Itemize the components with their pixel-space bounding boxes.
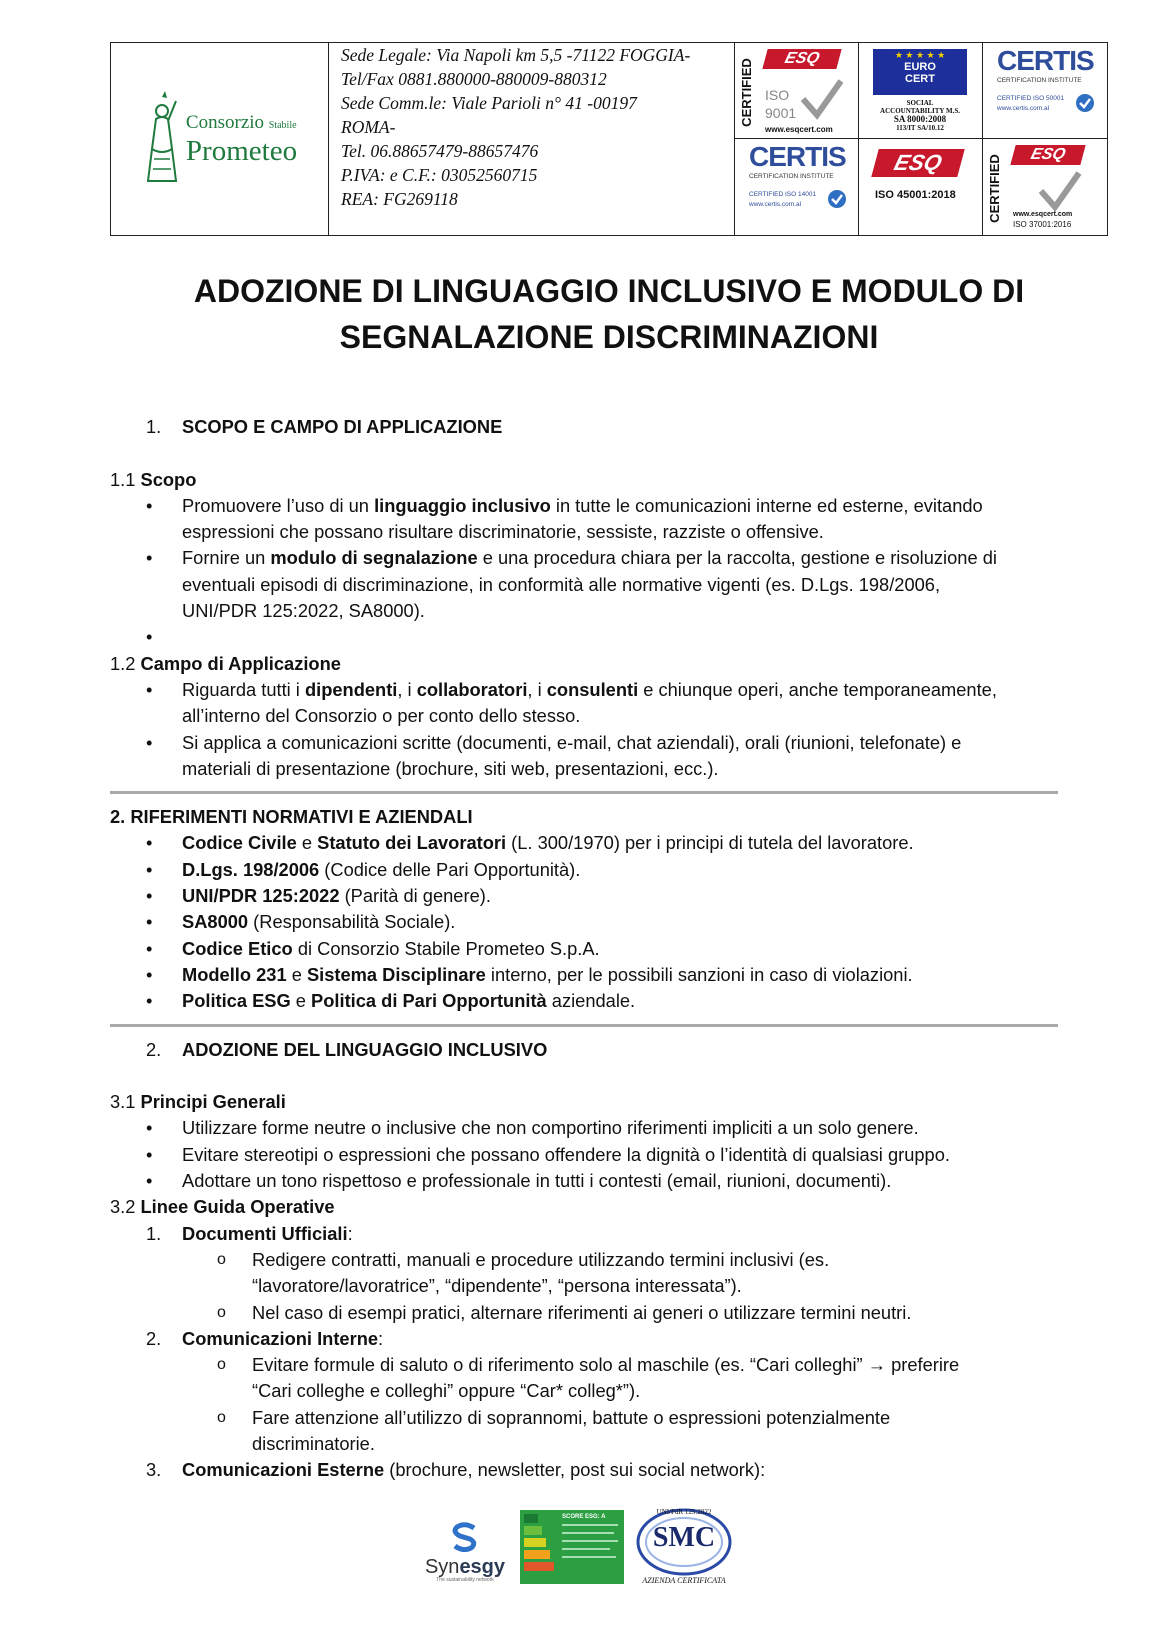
document-title bbox=[110, 268, 1108, 360]
certis-iso: CERTIFIED ISO 14001 bbox=[749, 191, 817, 198]
certified-label: CERTIFIED bbox=[986, 153, 1002, 223]
eurocert-caption: SA 8000:2008 bbox=[893, 114, 947, 124]
esq-url: www.esqcert.com bbox=[765, 125, 833, 134]
certis-iso: CERTIFIED ISO 50001 bbox=[997, 95, 1065, 102]
certification-logos bbox=[735, 43, 1107, 235]
synesgy-tagline: The sustainability network bbox=[436, 1577, 494, 1583]
numbered-item: 1. Documenti Ufficiali: bbox=[146, 1222, 353, 1244]
company-logo bbox=[111, 43, 329, 235]
subsection-heading: 3.1 Principi Generali bbox=[110, 1091, 286, 1113]
horizontal-rule bbox=[110, 791, 1058, 794]
esg-rating-bars bbox=[524, 1514, 556, 1580]
check-circle-icon bbox=[827, 189, 847, 209]
synesgy-logo bbox=[420, 1522, 510, 1582]
address-line: Sede Legale: Via Napoli km 5,5 -71122 FOGGIA- bbox=[341, 45, 691, 65]
esq-iso-45001-logo bbox=[859, 139, 983, 235]
horizontal-rule bbox=[110, 1024, 1058, 1027]
company-address bbox=[329, 43, 735, 235]
logo-word-consorzio: Consorzio bbox=[185, 111, 265, 133]
synesgy-s-icon bbox=[452, 1522, 478, 1552]
list-item: • Fornire un modulo di segnalazione e una procedura chiara per la raccolta, gestione e risoluzione di bbox=[110, 545, 1060, 571]
numbered-item: 2. Comunicazioni Interne: bbox=[146, 1327, 384, 1349]
logo-word-stabile: Stabile bbox=[268, 119, 297, 131]
subsection-heading: 1.2 Campo di Applicazione bbox=[110, 652, 341, 674]
esg-score-badge bbox=[520, 1510, 624, 1584]
list-item: • Codice Civile e Statuto dei Lavoratori (L. 300/1970) per i principi di tutela del lavoratore. bbox=[110, 830, 1060, 856]
esq-iso-37001-logo bbox=[983, 139, 1107, 235]
eurocert-caption: SOCIAL bbox=[906, 99, 934, 107]
address-line: ROMA- bbox=[341, 117, 396, 137]
address-line: REA: FG269118 bbox=[341, 189, 458, 209]
list-item: • Promuovere l’uso di un linguaggio inclusivo in tutte le comunicazioni interne ed esterne, evitando bbox=[110, 493, 1060, 519]
eurocert-caption: 113/IT SA/10.12 bbox=[896, 124, 944, 132]
iso-label: ISO bbox=[765, 87, 790, 103]
smc-certified-logo bbox=[634, 1502, 734, 1594]
list-item-continued: UNI/PDR 125:2022, SA8000). bbox=[182, 600, 425, 622]
address-line: Sede Comm.le: Viale Parioli n° 41 -00197 bbox=[341, 93, 637, 113]
list-item: • Riguarda tutti i dipendenti, i collaboratori, i consulenti e chiunque operi, anche temporaneamente, bbox=[110, 677, 1060, 703]
sub-list-item: o Fare attenzione all’utilizzo di soprannomi, battute o espressioni potenzialmente bbox=[110, 1405, 1060, 1431]
empty-list-item bbox=[110, 624, 1060, 650]
address-line: Tel/Fax 0881.880000-880009-880312 bbox=[341, 69, 607, 89]
esq-brand: ESQ bbox=[762, 49, 841, 69]
title-line: ADOZIONE DI LINGUAGGIO INCLUSIVO E MODULO DI bbox=[193, 273, 1025, 309]
eurocert-top: EURO bbox=[904, 61, 936, 73]
logo-word-prometeo: Prometeo bbox=[185, 134, 298, 167]
list-item: • UNI/PDR 125:2022 (Parità di genere). bbox=[110, 883, 1060, 909]
list-item-continued: eventuali episodi di discriminazione, in conformità alle normative vigenti (es. D.Lgs. 198/2006, bbox=[182, 573, 941, 595]
address-line: P.IVA: e C.F.: 03052560715 bbox=[341, 165, 538, 185]
list-item: • Adottare un tono rispettoso e professionale in tutti i contesti (email, riunioni, documenti). bbox=[110, 1168, 1060, 1194]
certis-sub: CERTIFICATION INSTITUTE bbox=[997, 77, 1082, 84]
checkmark-icon bbox=[799, 77, 845, 121]
sub-list-item: o Redigere contratti, manuali e procedure utilizzando termini inclusivi (es. bbox=[110, 1247, 1060, 1273]
sub-list-item: o Evitare formule di saluto o di riferimento solo al maschile (es. “Cari colleghi” → preferire bbox=[110, 1352, 1060, 1378]
certis-iso-50001-logo bbox=[983, 43, 1107, 139]
list-item: • Utilizzare forme neutre o inclusive che non comportino riferimenti impliciti a un solo genere. bbox=[110, 1115, 1060, 1141]
esg-score-title: SCORE ESG: A bbox=[562, 1514, 606, 1520]
eurocert-caption: ACCOUNTABILITY M.S. bbox=[880, 107, 960, 115]
section-heading: 2. ADOZIONE DEL LINGUAGGIO INCLUSIVO bbox=[146, 1038, 548, 1060]
checkmark-icon bbox=[1037, 169, 1083, 213]
iso-label: ISO 37001:2016 bbox=[1013, 220, 1072, 229]
list-item: • Modello 231 e Sistema Disciplinare interno, per le possibili sanzioni in caso di violazioni. bbox=[110, 962, 1060, 988]
check-circle-icon bbox=[1075, 93, 1095, 113]
certis-brand: CERTIS bbox=[997, 45, 1094, 76]
letterhead bbox=[110, 42, 1108, 236]
certis-brand: CERTIS bbox=[749, 141, 846, 172]
eurocert-sa8000-logo bbox=[859, 43, 983, 139]
list-item: • Codice Etico di Consorzio Stabile Prometeo S.p.A. bbox=[110, 936, 1060, 962]
certis-url: www.certis.com.al bbox=[997, 105, 1050, 112]
synesgy-name-a: Syn bbox=[424, 1556, 460, 1578]
certis-sub: CERTIFICATION INSTITUTE bbox=[749, 173, 834, 180]
numbered-item: 3. Comunicazioni Esterne (brochure, newsletter, post sui social network): bbox=[146, 1459, 766, 1481]
certis-url: www.certis.com.al bbox=[749, 201, 802, 208]
title-line: SEGNALAZIONE DISCRIMINAZIONI bbox=[339, 319, 879, 355]
sub-list-item-continued: discriminatorie. bbox=[252, 1432, 375, 1454]
certified-label: CERTIFIED bbox=[738, 57, 754, 127]
certis-iso-14001-logo bbox=[735, 139, 859, 235]
synesgy-name-b: esgy bbox=[459, 1556, 506, 1578]
iso-number: 9001 bbox=[765, 105, 797, 121]
list-item-continued: all’interno del Consorzio o per conto dello stesso. bbox=[182, 705, 581, 727]
esq-url: www.esqcert.com bbox=[1013, 211, 1073, 218]
list-item-continued: espressioni che possano risultare discriminatorie, sessiste, razziste o offensive. bbox=[182, 521, 824, 543]
document-body bbox=[110, 414, 1060, 1484]
list-item-continued: materiali di presentazione (brochure, siti web, presentazioni, ecc.). bbox=[182, 757, 719, 779]
subsection-heading: 1.1 Scopo bbox=[110, 468, 197, 490]
list-item: • D.Lgs. 198/2006 (Codice delle Pari Opportunità). bbox=[110, 857, 1060, 883]
list-item: • Politica ESG e Politica di Pari Opportunità aziendale. bbox=[110, 988, 1060, 1014]
footer-logos bbox=[0, 1500, 1158, 1610]
sub-list-item: o Nel caso di esempi pratici, alternare riferimenti ai generi o utilizzare termini neutri. bbox=[110, 1300, 1060, 1326]
smc-text: SMC bbox=[652, 1522, 716, 1553]
eurocert-bottom: CERT bbox=[905, 73, 935, 85]
smc-bottom-text: AZIENDA CERTIFICATA bbox=[642, 1576, 726, 1585]
eu-stars-icon: ★ ★ ★ ★ ★ bbox=[894, 50, 946, 60]
smc-top-text: UNI/PdR 125:2022 bbox=[656, 1508, 712, 1516]
section-heading: 2. RIFERIMENTI NORMATIVI E AZIENDALI bbox=[110, 806, 473, 828]
list-item: • SA8000 (Responsabilità Sociale). bbox=[110, 909, 1060, 935]
section-heading: 1. SCOPO E CAMPO DI APPLICAZIONE bbox=[146, 416, 503, 437]
list-item: • Evitare stereotipi o espressioni che possano offendere la dignità o l’identità di qualsiasi gruppo. bbox=[110, 1142, 1060, 1168]
esq-brand: ESQ bbox=[871, 149, 965, 177]
esq-brand: ESQ bbox=[1010, 145, 1085, 165]
list-item: • Si applica a comunicazioni scritte (documenti, e-mail, chat aziendali), orali (riunioni, telefonate) e bbox=[110, 730, 1060, 756]
prometheus-statue-icon bbox=[142, 89, 182, 189]
iso-label: ISO 45001:2018 bbox=[875, 189, 956, 201]
sub-list-item-continued: “Cari colleghe e colleghi” oppure “Car* colleg*”). bbox=[252, 1380, 641, 1402]
subsection-heading: 3.2 Linee Guida Operative bbox=[110, 1196, 335, 1218]
address-line: Tel. 06.88657479-88657476 bbox=[341, 141, 539, 161]
sub-list-item-continued: “lavoratore/lavoratrice”, “dipendente”, “persona interessata”). bbox=[252, 1275, 742, 1297]
esq-iso-9001-logo bbox=[735, 43, 859, 139]
